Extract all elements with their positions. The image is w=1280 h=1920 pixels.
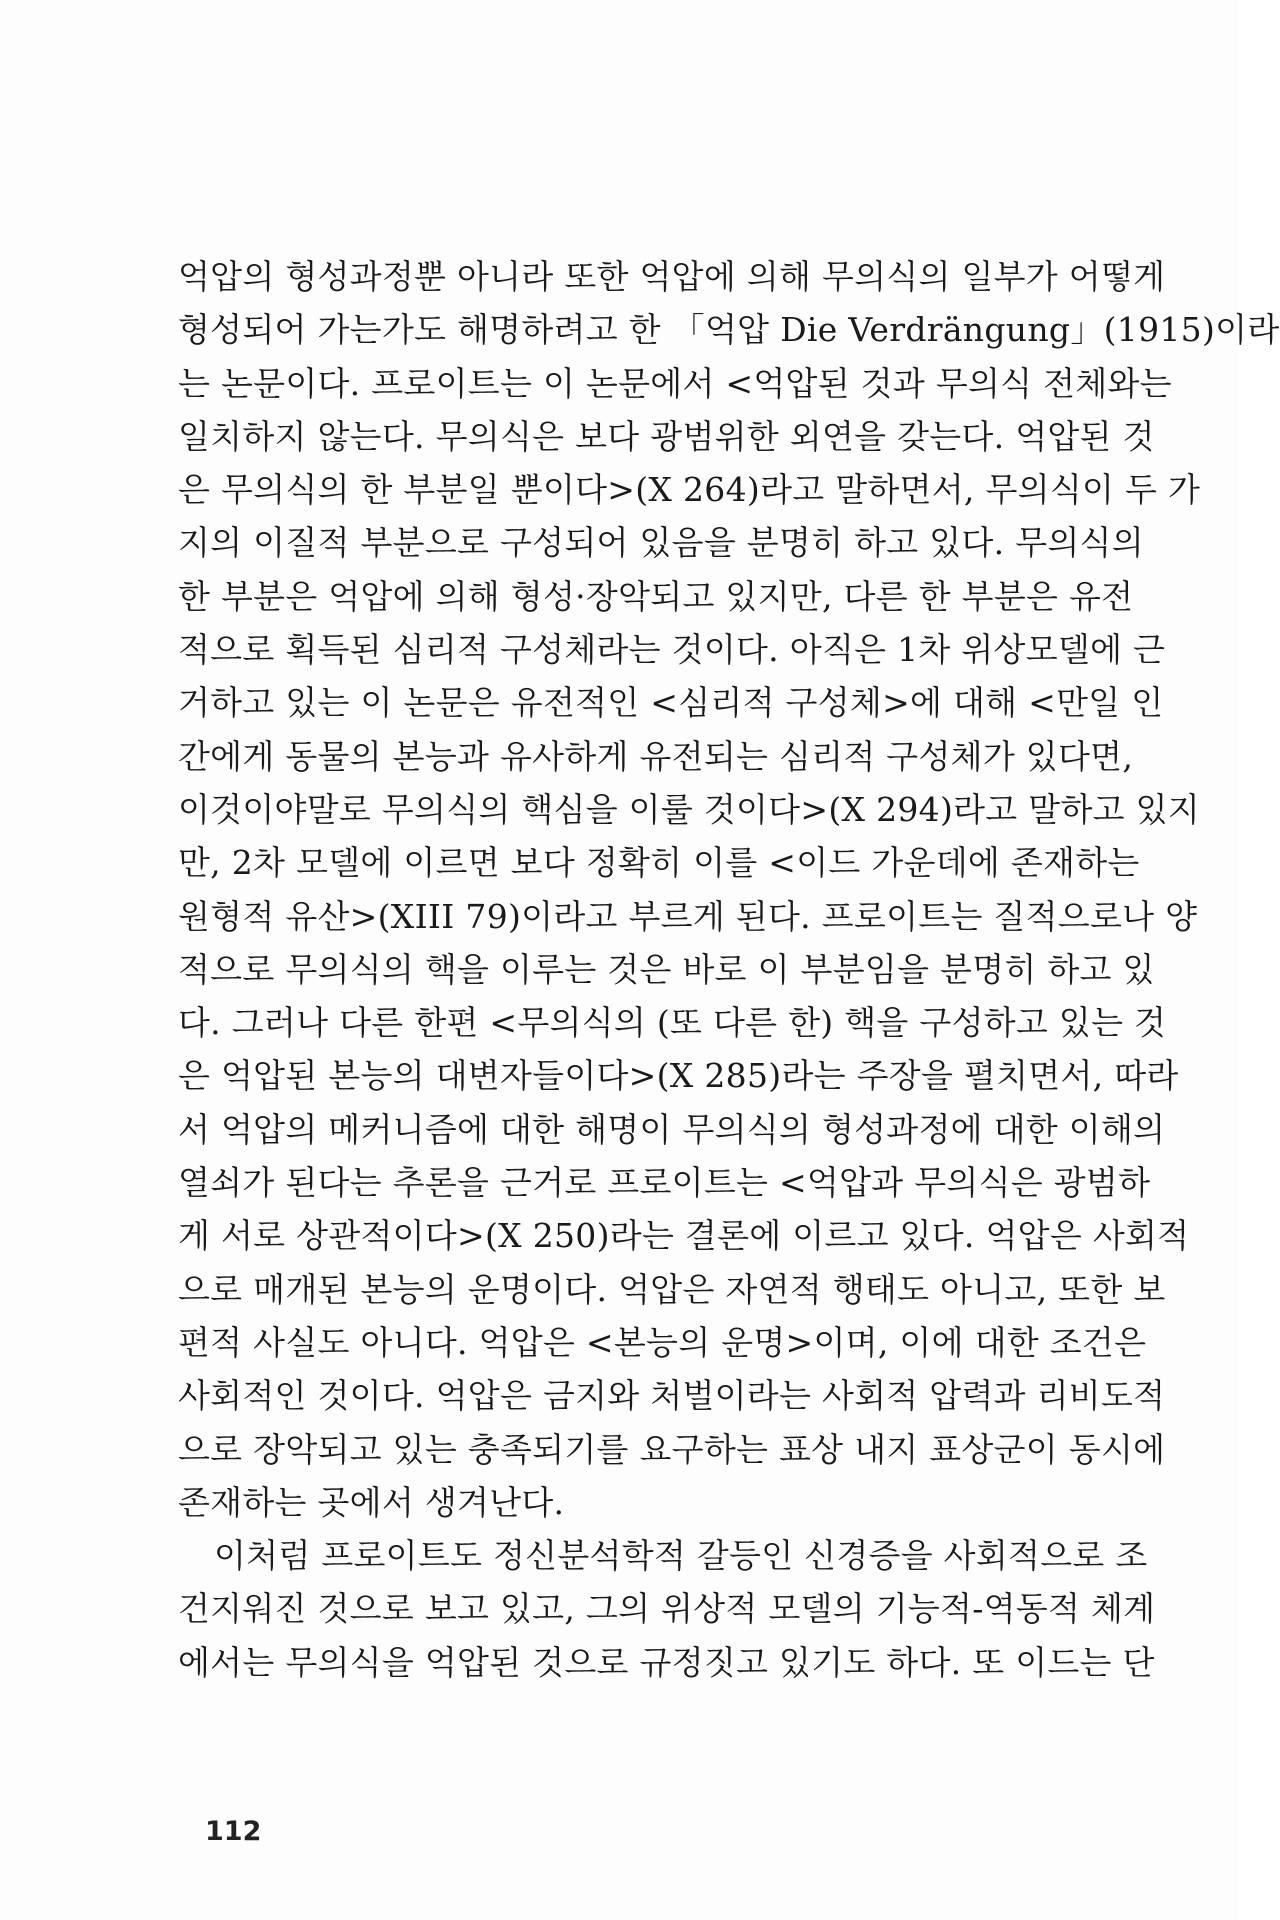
text-line: 적으로 획득된 심리적 구성체라는 것이다. 아직은 1차 위상모델에 근 (178, 630, 1166, 670)
text-line: 열쇠가 된다는 추론을 근거로 프로이트는 <억압과 무의식은 광범하 (178, 1163, 1151, 1203)
text-line: 으로 매개된 본능의 운명이다. 억압은 자연적 행태도 아니고, 또한 보 (178, 1269, 1166, 1309)
text-line: 으로 장악되고 있는 충족되기를 요구하는 표상 내지 표상군이 동시에 (178, 1429, 1166, 1469)
text-line: 억압의 형성과정뿐 아니라 또한 억압에 의해 무의식의 일부가 어떻게 (178, 257, 1166, 296)
text-line: 건지워진 것으로 보고 있고, 그의 위상적 모델의 기능적-역동적 체계 (178, 1589, 1156, 1629)
text-line-paragraph-start: 이처럼 프로이트도 정신분석학적 갈등인 신경증을 사회적으로 조 (214, 1536, 1148, 1576)
text-line: 만, 2차 모델에 이르면 보다 정확히 이를 <이드 가운데에 존재하는 (178, 843, 1140, 883)
text-line: 거하고 있는 이 논문은 유전적인 <심리적 구성체>에 대해 <만일 인 (178, 683, 1164, 723)
text-line: 원형적 유산>(XIII 79)이라고 부르게 된다. 프로이트는 질적으로나 양 (178, 896, 1198, 936)
text-line: 간에게 동물의 본능과 유사하게 유전되는 심리적 구성체가 있다면, (178, 736, 1134, 776)
text-line: 서 억압의 메커니즘에 대한 해명이 무의식의 형성과정에 대한 이해의 (178, 1109, 1166, 1149)
page-number: 112 (205, 1816, 262, 1847)
text-line: 적으로 무의식의 핵을 이루는 것은 바로 이 부분임을 분명히 하고 있 (178, 949, 1155, 989)
text-line: 은 무의식의 한 부분일 뿐이다>(X 264)라고 말하면서, 무의식이 두 가 (178, 470, 1201, 510)
text-line: 사회적인 것이다. 억압은 금지와 처벌이라는 사회적 압력과 리비도적 (178, 1376, 1166, 1416)
text-line: 은 억압된 본능의 대변자들이다>(X 285)라는 주장을 펼치면서, 따라 (178, 1056, 1179, 1096)
text-line: 한 부분은 억압에 의해 형성·장악되고 있지만, 다른 한 부분은 유전 (178, 576, 1134, 616)
text-line: 형성되어 가는가도 해명하려고 한 「억압 Die Verdrängung」(1915)이라 (178, 310, 1280, 350)
text-line: 게 서로 상관적이다>(X 250)라는 결론에 이르고 있다. 억압은 사회적 (178, 1216, 1190, 1256)
body-text (178, 250, 1280, 1689)
text-line: 에서는 무의식을 억압된 것으로 규정짓고 있기도 하다. 또 이드는 단 (178, 1642, 1155, 1682)
text-line: 는 논문이다. 프로이트는 이 논문에서 <억압된 것과 무의식 전체와는 (178, 363, 1172, 403)
text-line: 편적 사실도 아니다. 억압은 <본능의 운명>이며, 이에 대한 조건은 (178, 1322, 1147, 1362)
text-line: 지의 이질적 부분으로 구성되어 있음을 분명히 하고 있다. 무의식의 (178, 523, 1144, 563)
text-line: 이것이야말로 무의식의 핵심을 이룰 것이다>(X 294)라고 말하고 있지 (178, 789, 1200, 829)
text-line: 다. 그러나 다른 한편 <무의식의 (또 다른 한) 핵을 구성하고 있는 것 (178, 1003, 1167, 1043)
text-line-paragraph-end: 존재하는 곳에서 생겨난다. (178, 1482, 565, 1522)
text-line: 일치하지 않는다. 무의식은 보다 광범위한 외연을 갖는다. 억압된 것 (178, 416, 1155, 456)
